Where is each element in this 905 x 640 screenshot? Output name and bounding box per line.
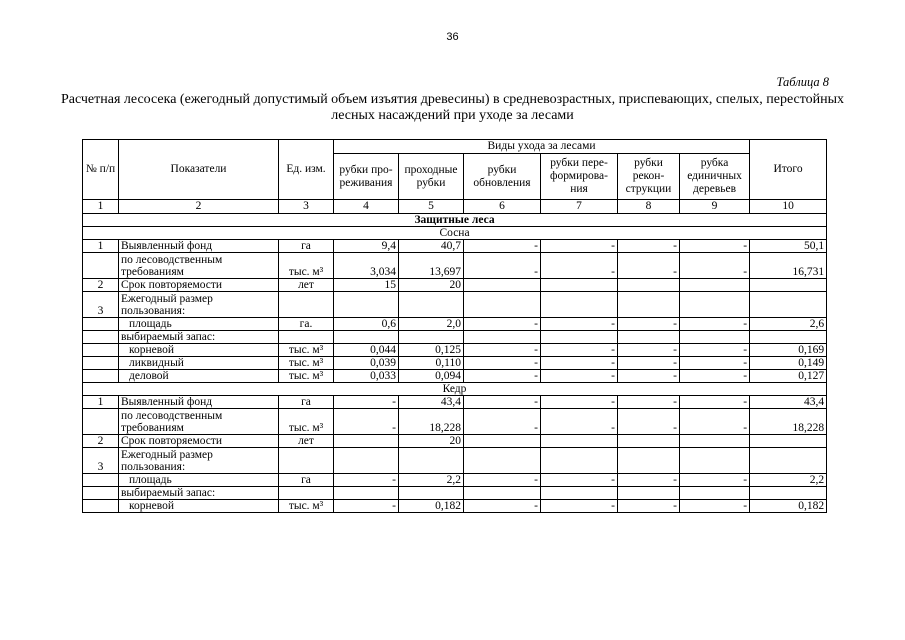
row-value bbox=[618, 292, 680, 318]
row-value bbox=[541, 487, 618, 500]
header-unit: Ед. изм. bbox=[279, 140, 334, 200]
row-unit: га. bbox=[279, 318, 334, 331]
row-value: - bbox=[680, 344, 750, 357]
row-value: - bbox=[541, 370, 618, 383]
row-number bbox=[83, 253, 119, 279]
row-value: - bbox=[618, 474, 680, 487]
row-value: 0,182 bbox=[750, 500, 827, 513]
page-number: 36 bbox=[446, 31, 459, 43]
header-group: Виды ухода за лесами bbox=[334, 140, 750, 154]
row-value: - bbox=[464, 318, 541, 331]
row-value: - bbox=[618, 253, 680, 279]
table-row bbox=[83, 500, 827, 513]
row-number bbox=[83, 487, 119, 500]
row-value: - bbox=[464, 240, 541, 253]
species-row bbox=[83, 383, 827, 396]
row-value: 18,228 bbox=[399, 409, 464, 435]
row-label: по лесоводственным требованиям bbox=[119, 409, 279, 435]
table-row bbox=[83, 331, 827, 344]
row-value: 0,182 bbox=[399, 500, 464, 513]
row-unit: тыс. м³ bbox=[279, 253, 334, 279]
row-value: 16,731 bbox=[750, 253, 827, 279]
row-value bbox=[680, 487, 750, 500]
row-value: - bbox=[618, 344, 680, 357]
row-value bbox=[750, 279, 827, 292]
column-number: 10 bbox=[750, 200, 827, 214]
row-value: 20 bbox=[399, 279, 464, 292]
row-value: - bbox=[541, 474, 618, 487]
row-label: Срок повторяемости bbox=[119, 279, 279, 292]
row-number: 1 bbox=[83, 240, 119, 253]
table-label: Таблица 8 bbox=[776, 75, 829, 89]
table-row bbox=[83, 448, 827, 474]
row-value bbox=[750, 448, 827, 474]
row-value: 40,7 bbox=[399, 240, 464, 253]
table-row bbox=[83, 396, 827, 409]
row-value: - bbox=[334, 396, 399, 409]
row-unit: тыс. м³ bbox=[279, 357, 334, 370]
table-row bbox=[83, 474, 827, 487]
row-label: выбираемый запас: bbox=[119, 487, 279, 500]
column-number: 9 bbox=[680, 200, 750, 214]
row-value: - bbox=[334, 409, 399, 435]
row-unit bbox=[279, 331, 334, 344]
row-value: - bbox=[680, 500, 750, 513]
row-value: - bbox=[541, 396, 618, 409]
row-unit: лет bbox=[279, 435, 334, 448]
forest-table bbox=[82, 139, 827, 513]
row-value: 0,169 bbox=[750, 344, 827, 357]
row-value bbox=[618, 279, 680, 292]
row-value: - bbox=[541, 500, 618, 513]
row-value: - bbox=[464, 357, 541, 370]
row-label: выбираемый запас: bbox=[119, 331, 279, 344]
row-value bbox=[464, 448, 541, 474]
row-value: 0,125 bbox=[399, 344, 464, 357]
row-value: - bbox=[618, 318, 680, 331]
row-value: 43,4 bbox=[750, 396, 827, 409]
row-value: - bbox=[680, 240, 750, 253]
species-name: Кедр bbox=[83, 383, 827, 396]
row-label: по лесоводственным требованиям bbox=[119, 253, 279, 279]
row-value: 0,6 bbox=[334, 318, 399, 331]
header-type: рубки про-реживания bbox=[334, 154, 399, 200]
row-value: 2,6 bbox=[750, 318, 827, 331]
header-type: рубки рекон-струкции bbox=[618, 154, 680, 200]
row-value bbox=[618, 331, 680, 344]
row-value: - bbox=[680, 253, 750, 279]
row-value bbox=[334, 448, 399, 474]
row-value: 0,110 bbox=[399, 357, 464, 370]
row-unit bbox=[279, 448, 334, 474]
row-number: 2 bbox=[83, 435, 119, 448]
row-value: 15 bbox=[334, 279, 399, 292]
table-row bbox=[83, 357, 827, 370]
row-value: - bbox=[464, 500, 541, 513]
row-number bbox=[83, 409, 119, 435]
column-number: 2 bbox=[119, 200, 279, 214]
table-row bbox=[83, 253, 827, 279]
row-value bbox=[680, 292, 750, 318]
header-type: рубки обновления bbox=[464, 154, 541, 200]
row-unit: га bbox=[279, 396, 334, 409]
row-number bbox=[83, 331, 119, 344]
row-value bbox=[464, 487, 541, 500]
table-title: Расчетная лесосека (ежегодный допустимый объем изъятия древесины) в средневозрастных, приспевающих, спелых, перестойных лесных насаждений при уходе за лесами bbox=[60, 92, 845, 123]
row-value: 0,149 bbox=[750, 357, 827, 370]
row-value: - bbox=[334, 474, 399, 487]
column-number: 5 bbox=[399, 200, 464, 214]
row-number: 3 bbox=[83, 292, 119, 318]
row-value bbox=[399, 292, 464, 318]
row-label: ликвидный bbox=[119, 357, 279, 370]
row-value: 9,4 bbox=[334, 240, 399, 253]
row-value: - bbox=[618, 409, 680, 435]
column-number: 4 bbox=[334, 200, 399, 214]
row-unit bbox=[279, 292, 334, 318]
row-number bbox=[83, 370, 119, 383]
table-row bbox=[83, 487, 827, 500]
row-value: - bbox=[541, 344, 618, 357]
row-value: - bbox=[334, 500, 399, 513]
row-unit: га bbox=[279, 240, 334, 253]
column-number: 8 bbox=[618, 200, 680, 214]
species-name: Сосна bbox=[83, 227, 827, 240]
row-value bbox=[541, 448, 618, 474]
row-value: - bbox=[464, 474, 541, 487]
row-label: корневой bbox=[119, 500, 279, 513]
row-value bbox=[464, 435, 541, 448]
row-value: - bbox=[464, 370, 541, 383]
row-value: 18,228 bbox=[750, 409, 827, 435]
row-value bbox=[334, 435, 399, 448]
row-value: 3,034 bbox=[334, 253, 399, 279]
row-value bbox=[618, 448, 680, 474]
row-value: - bbox=[680, 370, 750, 383]
row-number bbox=[83, 357, 119, 370]
row-label: корневой bbox=[119, 344, 279, 357]
row-value bbox=[464, 292, 541, 318]
row-unit: тыс. м³ bbox=[279, 409, 334, 435]
row-label: Выявленный фонд bbox=[119, 240, 279, 253]
row-number bbox=[83, 318, 119, 331]
row-value: 13,697 bbox=[399, 253, 464, 279]
row-value bbox=[750, 331, 827, 344]
row-value: 2,2 bbox=[399, 474, 464, 487]
row-value: - bbox=[680, 318, 750, 331]
header-type: проходные рубки bbox=[399, 154, 464, 200]
table-row bbox=[83, 318, 827, 331]
row-number: 3 bbox=[83, 448, 119, 474]
row-value bbox=[541, 292, 618, 318]
table-row bbox=[83, 279, 827, 292]
row-value: 50,1 bbox=[750, 240, 827, 253]
row-unit: лет bbox=[279, 279, 334, 292]
row-number bbox=[83, 500, 119, 513]
row-value bbox=[399, 487, 464, 500]
row-number: 1 bbox=[83, 396, 119, 409]
row-value: - bbox=[680, 474, 750, 487]
header-total: Итого bbox=[750, 140, 827, 200]
row-unit bbox=[279, 487, 334, 500]
row-value bbox=[334, 331, 399, 344]
row-unit: тыс. м³ bbox=[279, 370, 334, 383]
header-indicators: Показатели bbox=[119, 140, 279, 200]
row-value: - bbox=[680, 396, 750, 409]
row-value: - bbox=[618, 370, 680, 383]
row-label: Ежегодный размер пользования: bbox=[119, 448, 279, 474]
row-value: 2,2 bbox=[750, 474, 827, 487]
header-type: рубки пере-формирова-ния bbox=[541, 154, 618, 200]
row-value bbox=[464, 331, 541, 344]
row-number bbox=[83, 344, 119, 357]
row-value bbox=[334, 292, 399, 318]
row-value bbox=[750, 487, 827, 500]
row-value bbox=[680, 448, 750, 474]
row-value: 0,033 bbox=[334, 370, 399, 383]
row-value: 2,0 bbox=[399, 318, 464, 331]
row-value bbox=[541, 435, 618, 448]
row-value: 43,4 bbox=[399, 396, 464, 409]
section-row bbox=[83, 214, 827, 227]
row-number: 2 bbox=[83, 279, 119, 292]
section-title: Защитные леса bbox=[83, 214, 827, 227]
row-value: 0,127 bbox=[750, 370, 827, 383]
row-unit: тыс. м³ bbox=[279, 500, 334, 513]
table-row bbox=[83, 344, 827, 357]
row-unit: га bbox=[279, 474, 334, 487]
row-value: 0,094 bbox=[399, 370, 464, 383]
row-value bbox=[618, 435, 680, 448]
species-row bbox=[83, 227, 827, 240]
column-number: 6 bbox=[464, 200, 541, 214]
row-value bbox=[750, 435, 827, 448]
row-value: - bbox=[618, 240, 680, 253]
table-row bbox=[83, 409, 827, 435]
row-label: площадь bbox=[119, 474, 279, 487]
row-value bbox=[399, 448, 464, 474]
table-row bbox=[83, 292, 827, 318]
row-label: Срок повторяемости bbox=[119, 435, 279, 448]
row-value: - bbox=[541, 409, 618, 435]
row-value bbox=[541, 279, 618, 292]
table-row bbox=[83, 435, 827, 448]
row-value: - bbox=[541, 357, 618, 370]
table-row bbox=[83, 240, 827, 253]
row-label: деловой bbox=[119, 370, 279, 383]
row-value bbox=[399, 331, 464, 344]
row-number bbox=[83, 474, 119, 487]
row-unit: тыс. м³ bbox=[279, 344, 334, 357]
table-row bbox=[83, 370, 827, 383]
column-number: 3 bbox=[279, 200, 334, 214]
row-value bbox=[680, 279, 750, 292]
row-value: 0,044 bbox=[334, 344, 399, 357]
row-value: 0,039 bbox=[334, 357, 399, 370]
row-value: - bbox=[618, 357, 680, 370]
column-numbers-row bbox=[83, 200, 827, 214]
row-value bbox=[334, 487, 399, 500]
row-value bbox=[618, 487, 680, 500]
row-value bbox=[680, 331, 750, 344]
row-value: - bbox=[541, 253, 618, 279]
row-label: площадь bbox=[119, 318, 279, 331]
header-type: рубка единичных деревьев bbox=[680, 154, 750, 200]
row-label: Выявленный фонд bbox=[119, 396, 279, 409]
row-value: - bbox=[464, 409, 541, 435]
row-value: - bbox=[618, 396, 680, 409]
row-value bbox=[541, 331, 618, 344]
header-num: № п/п bbox=[83, 140, 119, 200]
row-value bbox=[464, 279, 541, 292]
column-number: 1 bbox=[83, 200, 119, 214]
row-value: - bbox=[464, 344, 541, 357]
row-value bbox=[750, 292, 827, 318]
row-value: - bbox=[541, 240, 618, 253]
row-value: - bbox=[680, 409, 750, 435]
column-number: 7 bbox=[541, 200, 618, 214]
row-value: - bbox=[541, 318, 618, 331]
row-label: Ежегодный размер пользования: bbox=[119, 292, 279, 318]
row-value: - bbox=[464, 253, 541, 279]
row-value bbox=[680, 435, 750, 448]
row-value: - bbox=[618, 500, 680, 513]
row-value: - bbox=[464, 396, 541, 409]
row-value: 20 bbox=[399, 435, 464, 448]
row-value: - bbox=[680, 357, 750, 370]
